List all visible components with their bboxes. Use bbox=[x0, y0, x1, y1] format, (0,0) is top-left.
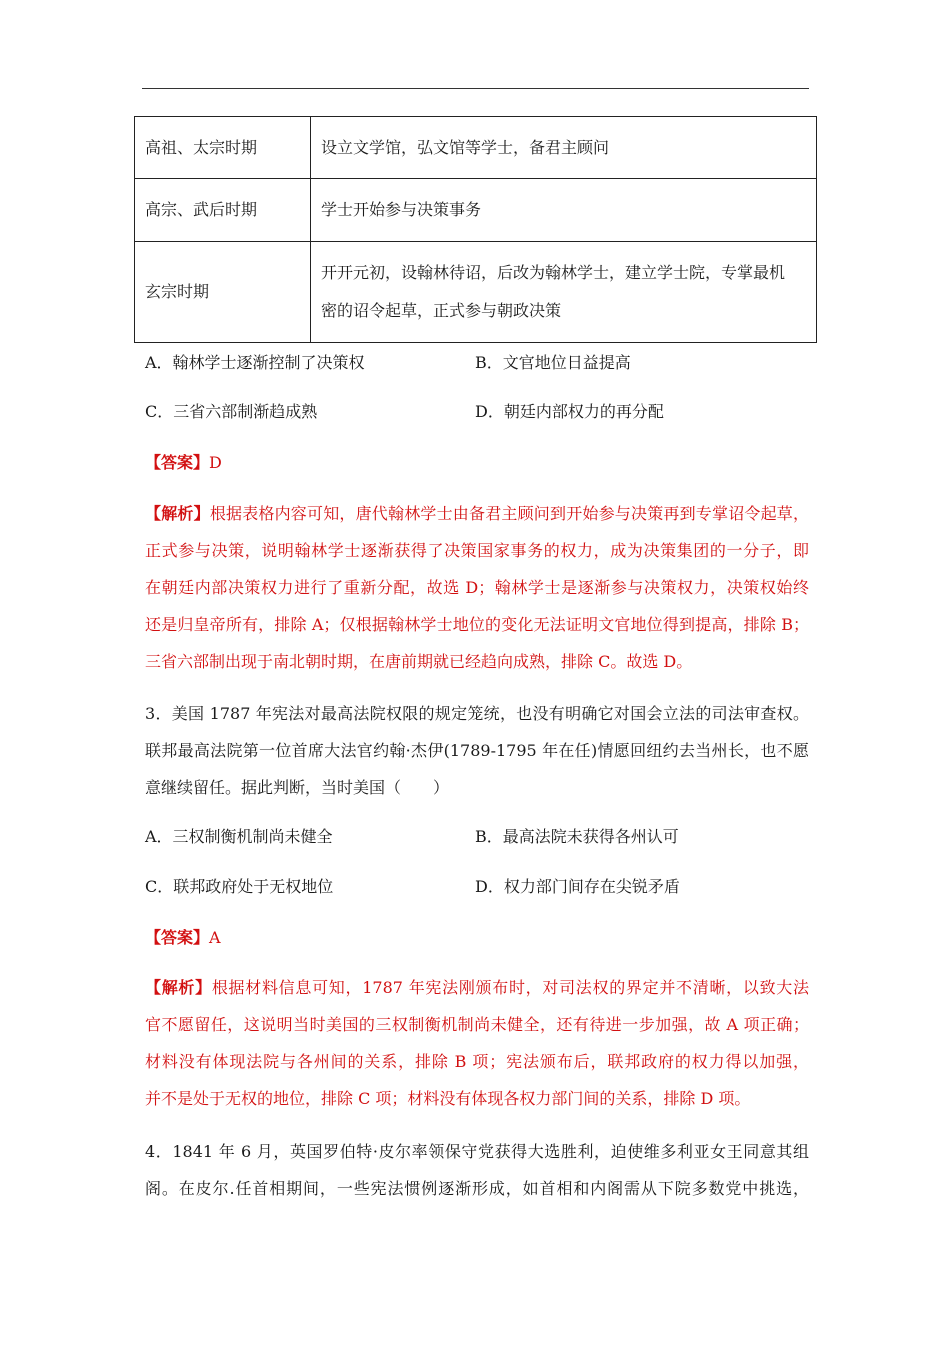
q3-answer bbox=[145, 928, 221, 948]
q3-option-a: A．三权制衡机制尚未健全 bbox=[145, 827, 333, 846]
q3-stem bbox=[145, 695, 809, 806]
table-cell-period: 玄宗时期 bbox=[135, 242, 311, 343]
q4-stem bbox=[145, 1133, 809, 1207]
answer-value: A bbox=[209, 928, 221, 947]
table-cell-period: 高祖、太宗时期 bbox=[135, 117, 311, 179]
analysis-line: 还是归皇帝所有，排除 A；仅根据翰林学士地位的变化无法证明文官地位得到提高，排除 B； bbox=[145, 615, 809, 634]
answer-tag: 【答案】 bbox=[145, 928, 210, 947]
q2-option-c: C．三省六部制渐趋成熟 bbox=[145, 402, 318, 421]
stem-line: 意继续留任。据此判断，当时美国（ ） bbox=[145, 778, 450, 797]
analysis-tag: 【解析】 bbox=[145, 978, 212, 997]
q2-answer bbox=[145, 453, 222, 473]
analysis-line: 并不是处于无权的地位，排除 C 项；材料没有体现各权力部门间的关系，排除 D 项。 bbox=[145, 1089, 751, 1108]
q2-option-d: D．朝廷内部权力的再分配 bbox=[475, 402, 664, 421]
analysis-line: 【解析】根据表格内容可知，唐代翰林学士由备君主顾问到开始参与决策再到专掌诏令起草， bbox=[145, 504, 809, 523]
table-cell-line: 开开元初，设翰林待诏，后改为翰林学士，建立学士院，专掌最机 bbox=[321, 263, 786, 282]
analysis-line: 三省六部制出现于南北朝时期，在唐前期就已经趋向成熟，排除 C。故选 D。 bbox=[145, 652, 693, 671]
analysis-line: 正式参与决策，说明翰林学士逐渐获得了决策国家事务的权力，成为决策集团的一分子，即 bbox=[145, 541, 809, 560]
table-cell-content: 设立文学馆，弘文馆等学士，备君主顾问 bbox=[311, 117, 817, 179]
table-cell-content bbox=[311, 242, 817, 343]
stem-line: 3．美国 1787 年宪法对最高法院权限的规定笼统，也没有明确它对国会立法的司法审查权。 bbox=[145, 704, 809, 723]
answer-tag: 【答案】 bbox=[145, 453, 210, 472]
q3-analysis bbox=[145, 969, 809, 1117]
analysis-line: 在朝廷内部决策权力进行了重新分配，故选 D；翰林学士是逐渐参与决策权力，决策权始终 bbox=[145, 578, 809, 597]
stem-line: 阁。在皮尔.任首相期间，一些宪法惯例逐渐形成，如首相和内阁需从下院多数党中挑选， bbox=[145, 1179, 809, 1198]
analysis-line: 【解析】根据材料信息可知，1787 年宪法刚颁布时，对司法权的界定并不清晰，以致大法 bbox=[145, 978, 809, 997]
q3-option-d: D．权力部门间存在尖锐矛盾 bbox=[475, 877, 680, 896]
q2-option-a: A．翰林学士逐渐控制了决策权 bbox=[145, 353, 365, 372]
history-table bbox=[134, 116, 817, 343]
table-row bbox=[135, 242, 817, 343]
analysis-tag: 【解析】 bbox=[145, 504, 210, 523]
table-cell-period: 高宗、武后时期 bbox=[135, 179, 311, 242]
table-cell-line: 密的诏令起草，正式参与朝政决策 bbox=[321, 301, 562, 320]
q3-option-b: B．最高法院未获得各州认可 bbox=[475, 827, 679, 846]
answer-value: D bbox=[209, 453, 222, 472]
analysis-line: 材料没有体现法院与各州间的关系，排除 B 项；宪法颁布后，联邦政府的权力得以加强， bbox=[145, 1052, 809, 1071]
stem-line: 4．1841 年 6 月，英国罗伯特·皮尔率领保守党获得大选胜利，迫使维多利亚女王同意其组 bbox=[145, 1142, 809, 1161]
stem-line: 联邦最高法院第一位首席大法官约翰·杰伊(1789-1795 年在任)情愿回纽约去当州长，也不愿 bbox=[145, 741, 809, 760]
analysis-line: 官不愿留任，这说明当时美国的三权制衡机制尚未健全，还有待进一步加强，故 A 项正确； bbox=[145, 1015, 809, 1034]
q2-option-b: B．文官地位日益提高 bbox=[475, 353, 631, 372]
header-rule bbox=[142, 88, 809, 89]
table-row bbox=[135, 179, 817, 242]
table-row bbox=[135, 117, 817, 179]
q3-option-c: C．联邦政府处于无权地位 bbox=[145, 877, 334, 896]
table-cell-content: 学士开始参与决策事务 bbox=[311, 179, 817, 242]
q2-analysis bbox=[145, 495, 809, 680]
